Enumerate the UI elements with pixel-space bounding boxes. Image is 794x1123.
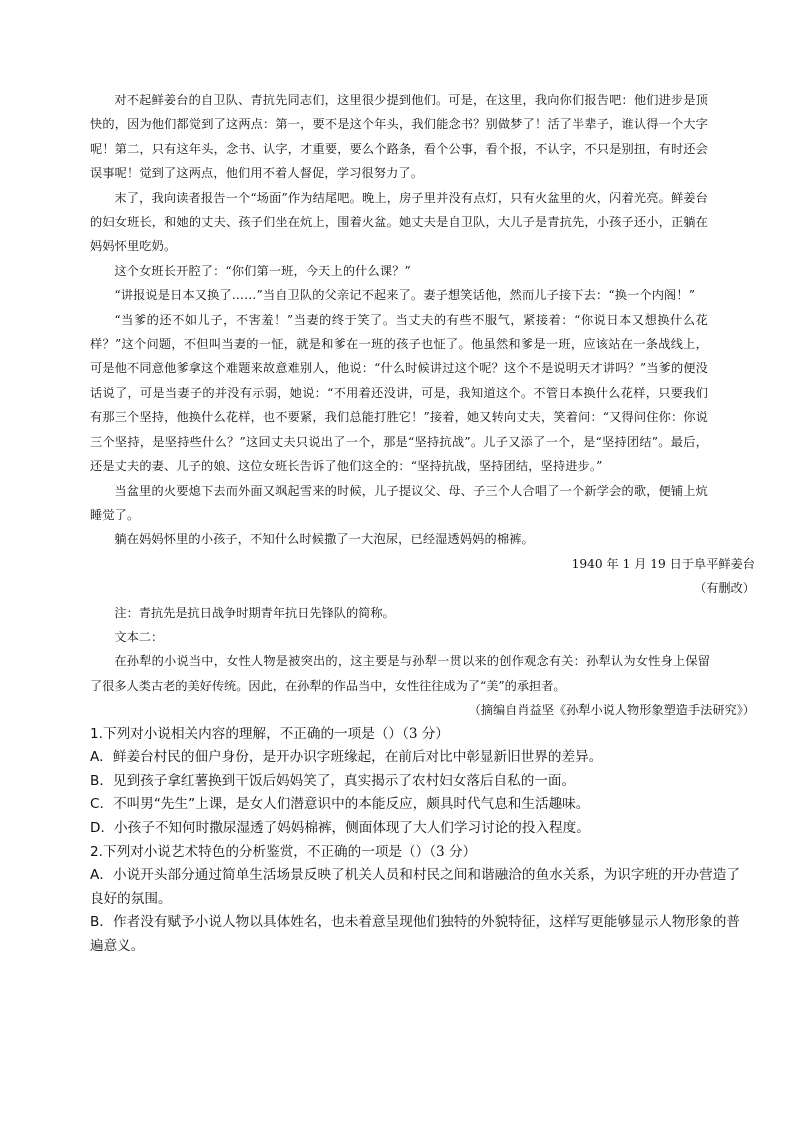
question-1-option-d: D．小孩子不知何时撒尿湿透了妈妈棉裤，侧面体现了大人们学习讨论的投入程度。 bbox=[90, 819, 590, 836]
edited-note: （有删改） bbox=[694, 581, 755, 596]
question-1-option-b: B．见到孩子拿红薯换到干饭后妈妈笑了，真实揭示了农村妇女落后自私的一面。 bbox=[90, 772, 576, 789]
question-1-text: 1.下列对小说相关内容的理解，不正确的一项是（） bbox=[90, 725, 403, 742]
story-paragraph-4: “讲报说是日本又换了……”当自卫队的父亲记不起来了。妻子想笑话他，然而儿子接下去：“换一个内阁！” bbox=[114, 288, 696, 303]
text2-paragraph: 在孙犁的小说当中，女性人物是被突出的，这主要是与孙犁一贯以来的创作观念有关：孙犁认为女性身上保留了很多人类古老的美好传统。因此，在孙犁的作品当中，女性往往成为了“美”的承担者。 bbox=[90, 654, 710, 693]
story-paragraph-1: 对不起鲜姜台的自卫队、青抗先同志们，这里很少提到他们。可是，在这里，我向你们报告吧：他们进步是顶快的，因为他们都觉到了这两点：第一，要不是这个年头，我们能念书？别做梦了！活了半辈子，谁认得一个大字呢！第二，只有这年头，念书、认字，才重要，要么个路条，看个公事，看个报，不认字，不只是别扭，有时还会误事呢！觉到了这两点，他们用不着人督促，学习很努力了。 bbox=[90, 93, 708, 181]
question-1-option-a: A．鲜姜台村民的佃户身份，是开办识字班缘起，在前后对比中彰显新旧世界的差异。 bbox=[90, 749, 603, 766]
footnote: 注：青抗先是抗日战争时期青年抗日先锋队的简称。 bbox=[114, 605, 395, 620]
story-paragraph-5: “当爹的还不如儿子，不害羞！”当妻的终于笑了。当丈夫的有些不服气，紧接着：“你说日本又想换什么花样？”这个问题，不但叫当妻的一怔，就是和爹在一班的孩子也怔了。他虽然和爹是一班，应该站在一条战线上，可是他不同意他爹拿这个难题来故意难别人，他说：“什么时候讲过这个呢？这个不是说明天才讲吗？”当爹的便没话说了，可是当妻子的并没有示弱，她说：“不用着还没讲，可是，我知道这个。不管日本换什么花样，只要我们有那三个坚持，他换什么花样，也不要紧，我们总能打胜它！”接着，她又转向丈夫，笑着问：“又得问住你：你说三个坚持，是坚持些什么？”这回丈夫只说出了一个，那是“坚持抗战”。儿子又添了一个，是“坚持团结”。最后，还是丈夫的妻、儿子的娘、这位女班长告诉了他们这全的：“坚持抗战，坚持团结，坚持进步。” bbox=[90, 312, 708, 474]
question-2-score: （3 分） bbox=[429, 843, 477, 860]
question-2-option-b: B．作者没有赋予小说人物以具体姓名，也未着意呈现他们独特的外貌特征，这样写更能够显示人物形象的普遍意义。 bbox=[90, 914, 740, 954]
question-1-option-c: C．不叫男“先生”上课，是女人们潜意识中的本能反应，颇具时代气息和生活趣味。 bbox=[90, 796, 590, 813]
notes-section bbox=[90, 601, 710, 699]
text2-source: （摘编自肖益坚《孙犁小说人物形象塑造手法研究》） bbox=[468, 703, 755, 718]
question-1-stem bbox=[90, 723, 740, 747]
story-paragraph-3: 这个女班长开腔了：“你们第一班，今天上的什么课？” bbox=[114, 263, 411, 278]
text2-label: 文本二： bbox=[114, 629, 164, 644]
question-2-stem bbox=[90, 841, 740, 865]
story-paragraph-2: 末了，我向读者报告一个“场面”作为结尾吧。晚上，房子里并没有点灯，只有火盆里的火，闪着光亮。鲜姜台的妇女班长，和她的丈夫、孩子们坐在炕上，围着火盆。她丈夫是自卫队，大儿子是青抗先，小孩子还小，正躺在妈妈怀里吃奶。 bbox=[90, 190, 708, 254]
questions-section bbox=[90, 723, 740, 959]
story-date: 1940 年 1 月 19 日于阜平鲜姜台 bbox=[571, 556, 755, 571]
story-paragraph-7: 躺在妈妈怀里的小孩子，不知什么时候撒了一大泡尿，已经湿透妈妈的棉裤。 bbox=[114, 532, 534, 547]
question-1-score: （3 分） bbox=[402, 725, 449, 742]
question-2-text: 2.下列对小说艺术特色的分析鉴赏，不正确的一项是（） bbox=[90, 843, 430, 860]
story-text bbox=[90, 88, 708, 552]
story-paragraph-6: 当盆里的火要熄下去而外面又飒起雪来的时候，儿子提议父、母、子三个人合唱了一个新学会的歌，便铺上炕睡觉了。 bbox=[90, 483, 708, 522]
question-2-option-a: A．小说开头部分通过简单生活场景反映了机关人员和村民之间和谐融洽的鱼水关系，为识字班的开办营造了良好的氛围。 bbox=[90, 867, 740, 907]
